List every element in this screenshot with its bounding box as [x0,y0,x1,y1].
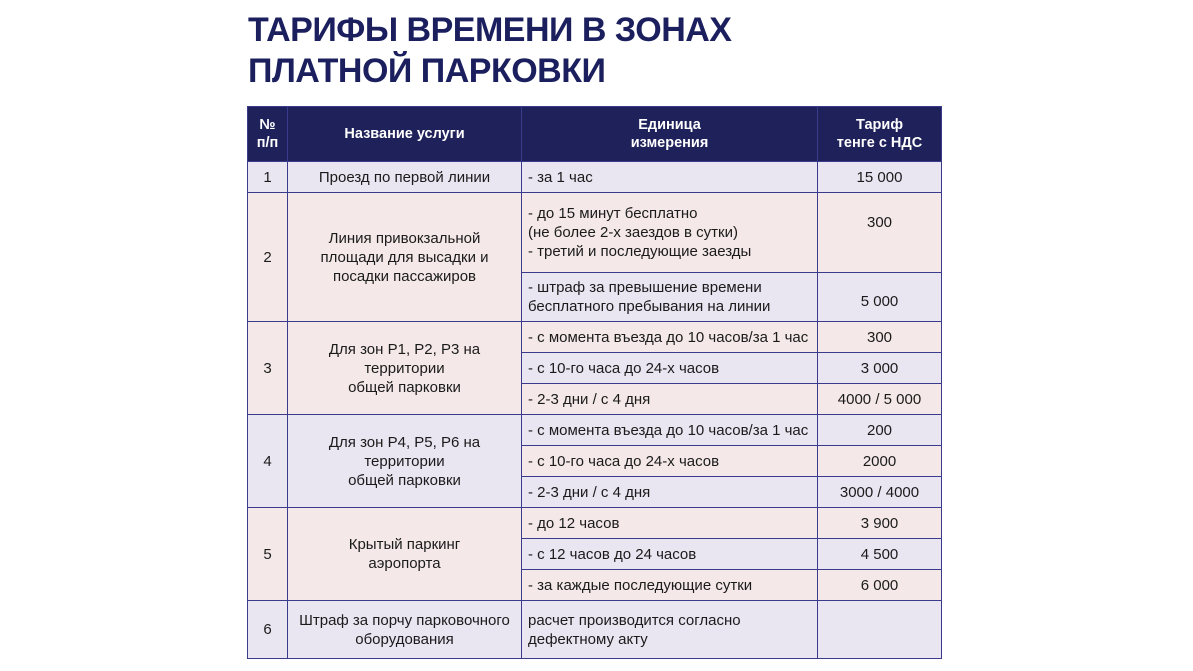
table-row [248,601,942,659]
tariff-cell: 200 [818,415,942,446]
service-name-line: площади для высадки и [320,248,489,266]
tariff-cell: 4000 / 5 000 [818,384,942,415]
header-unit [522,107,818,162]
unit-cell: - с 10-го часа до 24-х часов [522,446,818,477]
tariff-cell: 2000 [818,446,942,477]
row-number: 4 [248,415,288,508]
header-tariff-line-1: Тариф [855,117,904,133]
unit-cell: - за 1 час [522,162,818,193]
unit-cell: - с 12 часов до 24 часов [522,539,818,570]
service-name-line: оборудования [355,630,454,648]
unit-cell: - за каждые последующие сутки [522,570,818,601]
unit-line: - до 15 минут бесплатно [528,205,698,222]
service-name [288,193,522,322]
table-header-row [248,107,942,162]
tariff-cell: 15 000 [818,162,942,193]
row-number: 6 [248,601,288,659]
service-name-line: Для зон Р1, Р2, Р3 на [328,340,481,358]
service-name-line: Линия привокзальной [328,229,481,247]
tariff-cell: 3 000 [818,353,942,384]
service-name [288,322,522,415]
unit-line: - третий и последующие заезды [528,243,752,260]
tariff-cell [818,601,942,659]
unit-cell: - до 12 часов [522,508,818,539]
header-number-line-2: п/п [256,135,279,151]
row-number: 5 [248,508,288,601]
unit-cell: - с 10-го часа до 24-х часов [522,353,818,384]
row-number: 3 [248,322,288,415]
service-name [288,601,522,659]
tariff-cell: 3000 / 4000 [818,477,942,508]
page-title-line-1: ТАРИФЫ ВРЕМЕНИ В ЗОНАХ [248,11,732,49]
service-name-line: аэропорта [368,555,441,572]
header-number [248,107,288,162]
header-unit-line-1: Единица [638,117,701,133]
service-name-line: территории [364,359,445,377]
tariff-cell: 3 900 [818,508,942,539]
header-number-line-1: № [259,117,276,133]
table-row [248,508,942,539]
service-name-line: Крытый паркинг [348,536,461,553]
page-title-line-2: ПЛАТНОЙ ПАРКОВКИ [248,52,606,90]
tariff-table [247,106,942,659]
header-tariff [818,107,942,162]
page-title [248,10,731,92]
row-number: 1 [248,162,288,193]
unit-line: дефектному акту [528,630,648,648]
table-row [248,162,942,193]
unit-line: (не более 2-х заездов в сутки) [528,224,738,241]
service-name [288,508,522,601]
tariff-cell: 6 000 [818,570,942,601]
unit-line: расчет производится согласно [528,611,741,629]
tariff-cell: 300 [818,322,942,353]
unit-cell: - 2-3 дни / с 4 дня [522,384,818,415]
header-service-name: Название услуги [288,107,522,162]
unit-cell: - с момента въезда до 10 часов/за 1 час [522,322,818,353]
unit-cell [522,273,818,322]
unit-cell: - 2-3 дни / с 4 дня [522,477,818,508]
service-name-line: Для зон Р4, Р5, Р6 на [328,433,481,451]
table-row [248,322,942,353]
unit-cell: - с момента въезда до 10 часов/за 1 час [522,415,818,446]
unit-line: - штраф за превышение времени [528,279,762,296]
service-name-line: территории [364,452,445,470]
unit-line: бесплатного пребывания на линии [528,298,771,315]
header-tariff-line-2: тенге с НДС [836,135,923,151]
service-name-line: общей парковки [348,378,461,396]
service-name-line: общей парковки [348,471,461,489]
header-unit-line-2: измерения [630,135,709,151]
service-name-line: посадки пассажиров [332,267,477,285]
unit-cell [522,193,818,273]
tariff-cell: 4 500 [818,539,942,570]
tariff-cell: 300 [818,193,942,273]
tariff-cell: 5 000 [818,273,942,322]
service-name [288,415,522,508]
unit-cell [522,601,818,659]
table-row [248,193,942,273]
row-number: 2 [248,193,288,322]
table-row [248,415,942,446]
service-name-line: Штраф за порчу парковочного [299,611,510,629]
service-name: Проезд по первой линии [288,162,522,193]
